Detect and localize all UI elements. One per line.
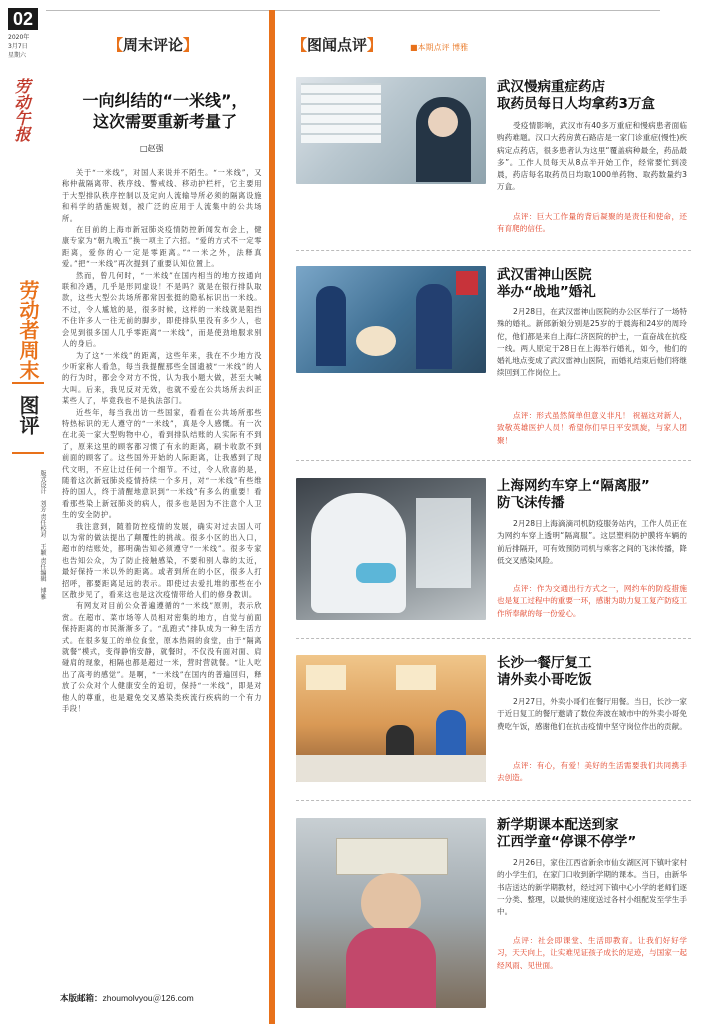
- article-body: [62, 167, 262, 715]
- paper-logo-text: 劳动午报: [12, 78, 31, 142]
- item-title-line: 新学期课本配送到家: [497, 817, 619, 833]
- article-paragraph: 有网友对目前公众普遍遵循的“一米线”原则，表示欣赏。在超市、菜市场等人员相对密集的地方，自觉与前面保持距离的市民渐渐多了。“乱跑式”排队成为一种生活方式。在很多复工的单位食堂，原本热闹的食堂，由于“隔离就餐”模式，变得静悄安静，就餐时，不仅没有面对面、肩碰肩的现象，相隔也都是超过一米，营时营就餐。“让人吃出了高考的感觉”。是啊，“一米线”在国内的普遍回归，释放了公众对个人健康安全的追切，保持“一米线”，即是对他人的尊重，也是避免交叉感染类疾流行疾病的一个有力手段！: [62, 601, 262, 714]
- photo-car-film: [296, 478, 486, 620]
- item-title: [497, 817, 702, 851]
- article-paragraph: 然而，曾几何时，“一米线”在国内相当的地方按通向联和冷遇，几乎是形同虚设！不是吗？就是在银行排队取款，这些大型公共场所都常因张挺的隐私标识出一米线。不过，令人尴尬的是，很多时候，这样的一米线就是阻挡不住许多人一往无前的脚步，即使排队里没有多少人，也会见到很多国人几乎零距离“一米线”，而是使劲地服求别人的身后。: [62, 270, 262, 349]
- article-headline: [70, 90, 260, 132]
- date-year: 2020年: [8, 34, 30, 41]
- item-title-line: 举办“战地”婚礼: [497, 284, 596, 300]
- item-title-line: 长沙一餐厅复工: [497, 655, 592, 671]
- page-title: [12, 395, 44, 439]
- item-title: [497, 267, 697, 301]
- article-paragraph: 关于“一米线”，对国人来说并不陌生。“一米线”，又称仲裁隔离带、秩序线、警戒线、移动护栏杆，它主要用于大型排队秩序控制以及定向人流输导所必须的隔离设施和科学的措施规划，被广泛的应用于人流集中的公共场所。: [62, 168, 262, 223]
- page-title-text: 图评: [16, 395, 40, 435]
- headline-line-1: 一向纠结的“一米线”，: [82, 91, 248, 110]
- section-label-text: 周末评论: [123, 36, 184, 54]
- item-divider: [296, 250, 691, 251]
- article-author: □赵强: [140, 144, 164, 153]
- sidebar-divider: [12, 382, 44, 384]
- headline-line-2: 这次需要重新考量了: [92, 112, 237, 131]
- editor-credit: 版式设计 刘芳: [39, 470, 46, 512]
- item-title-line: 武汉慢病重症药店: [497, 79, 605, 95]
- host-label: [410, 42, 468, 53]
- date-day: 3月7日: [8, 43, 28, 50]
- editor-credits: [10, 470, 46, 600]
- article-paragraph: 在目前的上海市新冠肺炎疫情防控新闻发布会上，健康专家为“朝九晚五”换一项主了六招。“爱的方式不一定零距离，爱你的心一定是零距离。”“一米之外，法释真爱。”把“一米线”再次提到了重要认知位置上。: [62, 225, 262, 269]
- item-body: 2月28日，在武汉雷神山医院的办公区举行了一场特殊的婚礼。新郎新娘分别是25岁的于晨海和24岁的周玲佗，他们都是来自上海仁济医院的护士，一直奋战在抗疫一线。两人原定于28日在上海举行婚礼，如今，他们的婚礼地点变成了武汉雷神山医院，而婚礼结束后他们将继续回到工作岗位上。: [497, 307, 687, 378]
- photo-restaurant: [296, 655, 486, 782]
- column-divider: [269, 10, 275, 1024]
- editor-credit: 责任编辑 博雅: [39, 557, 46, 600]
- item-divider: [296, 460, 691, 461]
- item-comment: 点评：社会即课堂、生活即教育。让我们好好学习，天天向上，让实难见证孩子成长的足迹，与国家一起经风雨、见世面。: [497, 936, 687, 970]
- date-weekday: 星期六: [8, 52, 27, 59]
- editor-credit: 责任校对 王颖: [39, 513, 46, 556]
- item-title: [497, 655, 697, 689]
- item-title-line: 请外卖小哥吃饭: [497, 672, 592, 688]
- section-label-photo-comment: 【图闻点评】: [292, 36, 383, 54]
- item-body: 2月28日上海滴滴司机防疫服务站内，工作人员正在为网约车穿上透明“隔离服”。这层塑料防护膜将车辆的前后排隔开，可有效预防司机与乘客之间的飞沫传播，降低交叉感染风险。: [497, 519, 687, 565]
- item-title: [497, 79, 697, 113]
- mailbox-label: 本版邮箱：: [60, 994, 103, 1004]
- item-comment: 点评：形式虽然简单但意义非凡！ 祝福这对新人，致敬英雄医护人员！希望你们早日平安凯旋，与家人团聚！: [497, 411, 687, 445]
- item-comment: 点评：巨大工作量的背后凝聚的是责任和使命，还有育爬的信任。: [497, 212, 687, 234]
- photo-schoolbooks: [296, 818, 486, 1008]
- item-title-line: 江西学童“停课不停学”: [497, 834, 637, 850]
- photo-pharmacy: [296, 77, 486, 184]
- item-body: 2月27日，外卖小哥们在餐厅用餐。当日，长沙一家于近日复工的餐厅邀请了数位奔波在城市中的外卖小哥免费吃午饭，感谢他们在抗击疫情中坚守岗位作出的贡献。: [497, 697, 687, 731]
- item-title-line: 取药员每日人均拿药3万盒: [497, 96, 655, 112]
- mailbox-footer: [60, 992, 194, 1004]
- item-body: 受疫情影响，武汉市有40多万重症和慢病患者面临购药难题。汉口大药房黄石路店是一家门诊重症(慢性)疾病定点药店，很多患者认为这里“覆盖病种最全，药品最多”。工作人员每天从8点半开始工作，经常要忙到凌晨，药店每名取药员日均取1000单药物、取药数量约3万盒。: [497, 121, 687, 192]
- item-comment: 点评：作为交通出行方式之一，网约车的防疫措施也是复工过程中的重要一环，感谢为助力复工复产防疫工作所奉献的每一份爱心。: [497, 584, 687, 618]
- paper-logo: [12, 78, 40, 158]
- section-label-weekend: 【周末评论】: [108, 36, 199, 54]
- top-rule: [46, 10, 660, 11]
- item-title-line: 武汉雷神山医院: [497, 267, 592, 283]
- article-paragraph: 我注意到，随着防控疫情的发展，确实对过去国人可以为常的做法提出了颠覆性的挑战。很多小区的出入口，超市的结账处，都明确告知必须遵守“一米线”。很多专家也告知公众，为了防止接触感染，不要和别人靠的太近，最好保持一米以外的距离。或者到所在的小区，很多人打招呼，都要距离足远的表示。即使过去爱扎堆的那些在小区散步见了，看来这也是这次疫情带给人们的修身教训。: [62, 521, 262, 600]
- photo-wedding: [296, 266, 486, 373]
- item-comment: 点评：有心，有爱！美好的生活需要我们共同携手去创造。: [497, 761, 687, 783]
- section-name: [15, 280, 41, 384]
- sidebar-divider: [12, 452, 44, 454]
- page-number: 02: [8, 8, 38, 30]
- host-label-text: ■本期点评 博雅: [410, 43, 469, 52]
- article-paragraph: 为了这“一米线”的距离，这些年来，我在不少地方没少听家称人看急，每当我提醒那些全国遗被“一米线”的人的行为时，都会令对方不悦，认为我小题大做，甚至大喊大叫。后来，我见反对无效，也就不爱在公共场所去纠正某些人了，毕竟我也不是执法部门。: [62, 350, 262, 406]
- item-title-line: 上海网约车穿上“隔离服”: [497, 478, 650, 494]
- item-divider: [296, 800, 691, 801]
- article-paragraph: 近些年，每当我出访一些国家，看看在公共场所那些特热标识的无人遵守的“一米线”，真是令人感慨。有一次在北美一家大型购物中心，看到排队结账的人实际有不到了，原来这里的顾客都习惯了有永的距离，刷卡收款不到前面的顾客了。这些国外开始的人际距离，让我感到了现代文明，不应让过任何一个细节。不过，令人欣喜的是，随着这次新冠肺炎疫情持续一个多月，对“一米线”有些维持的国人，终于清醒地意识到“一米线”有多么的重要！看看那些染上新冠肺炎的病人，很多也是因为不注意个人卫生的安全防护。: [62, 407, 262, 520]
- item-title: [497, 478, 702, 512]
- item-title-line: 防飞沫传播: [497, 495, 565, 511]
- section-label-text: 图闻点评: [307, 36, 368, 54]
- item-divider: [296, 638, 691, 639]
- section-name-text: 劳动者周末: [16, 280, 40, 380]
- mailbox-email[interactable]: zhoumolvyou＠126.com: [102, 993, 194, 1003]
- item-body: 2月26日，家住江西省新余市仙女湖区河下镇叶家村的小学生们，在家门口收到新学期的课本。当日，由新华书店送达的新学期教材，经过河下镇中心小学的老师们逐一分类、整理，以最快的速度送过各村小组配发至学生手中。: [497, 858, 687, 917]
